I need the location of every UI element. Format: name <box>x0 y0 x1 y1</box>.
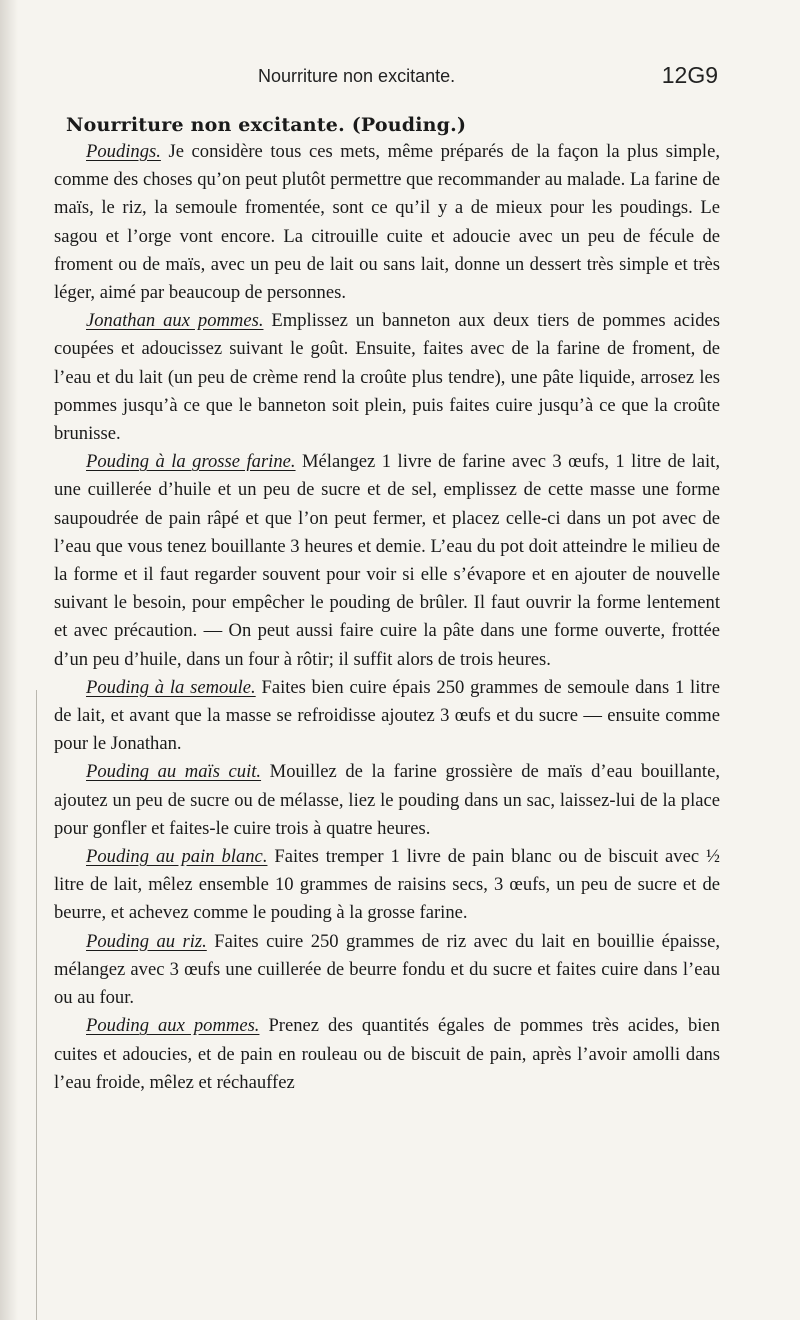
paragraph-semoule <box>54 674 720 759</box>
paragraph-text: Mélangez 1 livre de farine avec 3 œufs, 1 litre de lait, une cuillerée d’huile et un peu de sucre et de sel, emplissez de cette masse une forme saupoudrée de pain râpé et que l’on peut fermer, et placez celle-ci dans un pot avec de l’eau que vous tenez bouillante 3 heures et demie. L’eau du pot doit atteindre le milieu de la forme et il faut regarder souvent pour voir si elle s’évapore et en ajouter de nouvelle suivant le besoin, pour empêcher le pouding de brûler. Il faut ouvrir la forme lentement et avec précaution. — On peut aussi faire cuire la pâte dans une forme ouverte, frottée d’un peu d’huile, dans un four à rôtir; il suffit alors de trois heures. <box>54 451 720 670</box>
paragraph-heading: Pouding au maïs cuit. <box>86 761 262 783</box>
paragraph-grosse-farine <box>54 448 720 674</box>
paragraph-heading: Pouding au riz. <box>86 930 207 952</box>
binding-edge-line <box>36 690 37 1320</box>
paragraph-text: Faites cuire 250 grammes de riz avec du lait en bouillie épaisse, mélangez avec 3 œufs une cuillerée de beurre fondu et du sucre et faites cuire dans l’eau ou au four. <box>54 930 720 1009</box>
paragraph-heading: Pouding à la grosse farine. <box>86 451 296 473</box>
paragraph-text: Faites bien cuire épais 250 grammes de semoule dans 1 litre de lait, et avant que la masse se refroidisse ajoutez 3 œufs et du sucre — ensuite comme pour le Jonathan. <box>54 676 720 755</box>
paragraph-text: Mouillez de la farine grossière de maïs d’eau bouillante, ajoutez un peu de sucre ou de mélasse, liez le pouding dans un sac, laissez-lui de la place pour gonfler et faites-le cuire trois à quatre heures. <box>54 761 720 839</box>
paragraph-pommes <box>54 1012 720 1097</box>
paragraph-text: Emplissez un banneton aux deux tiers de pommes acides coupées et adoucissez suivant le goût. Ensuite, faites avec de la farine de froment, de l’eau et du lait (un peu de crème rend la croûte plus tendre), une pâte liquide, arrosez les pommes jusqu’à ce que le banneton soit plein, puis faites cuire jusqu’à ce que la croûte brunisse. <box>54 310 720 445</box>
binding-shadow <box>0 0 18 1320</box>
paragraph-pain-blanc <box>54 843 720 928</box>
section-title: Nourriture non excitante. (Pouding.) <box>66 114 467 136</box>
paragraph-heading: Poudings. <box>86 141 161 162</box>
paragraph-heading: Pouding au pain blanc. <box>86 846 268 868</box>
running-title: Nourriture non excitante. <box>258 66 456 86</box>
page-number: 12G9 <box>661 62 718 88</box>
paragraph-heading: Pouding à la semoule. <box>86 676 256 698</box>
paragraph-riz <box>54 928 720 1013</box>
paragraph-mais-cuit <box>54 758 720 843</box>
paragraph-heading: Jonathan aux pommes. <box>86 310 264 332</box>
paragraph-jonathan <box>54 307 720 448</box>
page-body <box>54 112 720 1097</box>
paragraph-text: Je considère tous ces mets, même préparés de la façon la plus simple, comme des choses qu’on peut plutôt permettre que recommander au malade. La farine de maïs, le riz, la semoule fromentée, sont ce qu’il y a de mieux pour les poudings. Le sagou et l’orge vont encore. La citrouille cuite et adoucie avec un peu de fécule de froment ou de maïs, avec un peu de lait ou sans lait, donne un dessert très simple et très léger, aimé par beaucoup de personnes. <box>54 141 720 304</box>
paragraph-poudings <box>54 138 720 307</box>
paragraph-heading: Pouding aux pommes. <box>86 1015 260 1037</box>
running-header <box>0 62 800 96</box>
paragraph-text: Faites tremper 1 livre de pain blanc ou de biscuit avec ½ litre de lait, mêlez ensemble 10 grammes de raisins secs, 3 œufs, un peu de sucre et de beurre, et achevez comme le pouding à la grosse farine. <box>54 846 721 924</box>
paragraph-text: Prenez des quantités égales de pommes très acides, bien cuites et adoucies, et de pain en rouleau ou de biscuit de pain, après l’avoir amolli dans l’eau froide, mêlez et réchauffez <box>54 1015 720 1093</box>
